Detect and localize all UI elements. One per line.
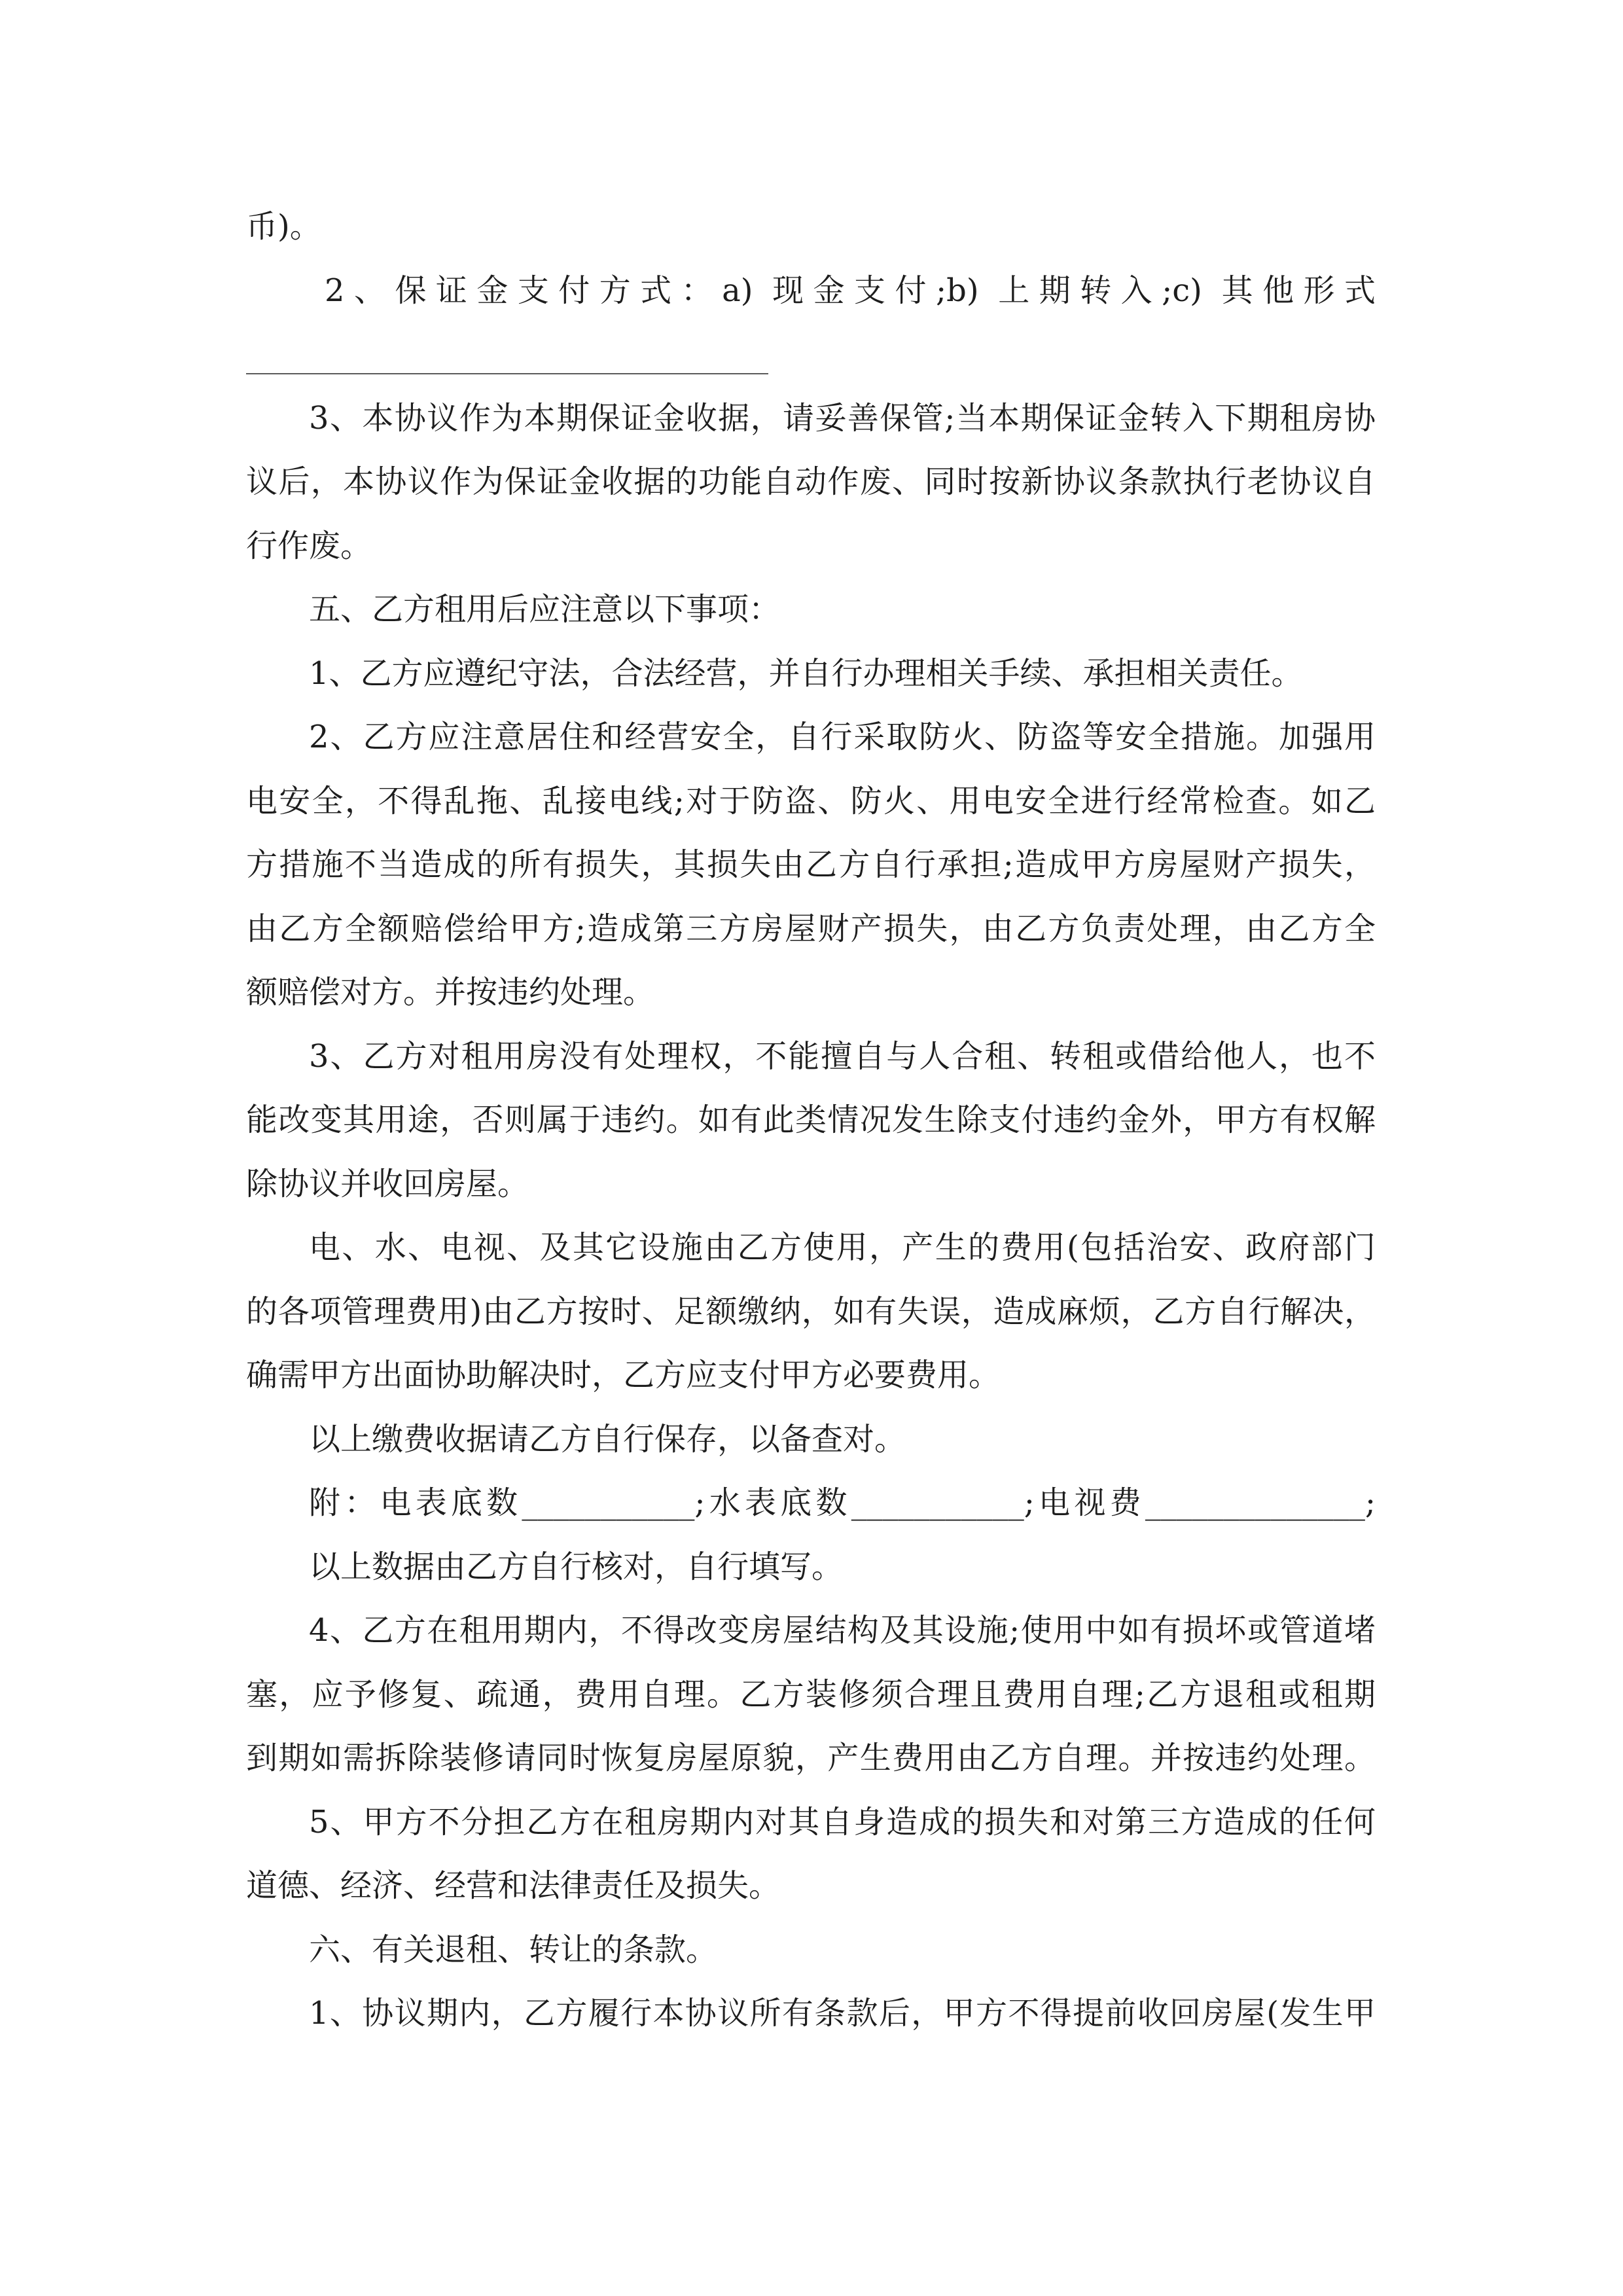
clause-house-structure [246,1599,1376,1791]
paragraph-continuation [246,195,1376,259]
deposit-payment-method [246,259,1376,323]
text-line: 确需甲方出面协助解决时，乙方应支付甲方必要费用。 [246,1357,1001,1393]
text-line: 五、乙方租用后应注意以下事项： [309,591,781,628]
text-line: 2、乙方应注意居住和经营安全，自行采取防火、防盗等安全措施。加强用 [309,719,1376,755]
text-line: 5、甲方不分担乙方在租房期内对其自身造成的损失和对第三方造成的任何 [309,1803,1376,1840]
clause-compliance [246,642,1376,706]
text-line: 1、乙方应遵纪守法，合法经营，并自行办理相关手续、承担相关责任。 [309,655,1303,692]
clause-safety [246,706,1376,1025]
clause-utilities-fees [246,1216,1376,1408]
text-line: 币)。 [246,208,321,245]
clause-agreement-term [246,1982,1376,2046]
text-line: 塞，应予修复、疏通，费用自理。乙方装修须合理且费用自理;乙方退租或租期 [246,1676,1376,1713]
fill-in-blank-line [246,373,768,374]
text-line: 电、水、电视、及其它设施由乙方使用，产生的费用(包括治安、政府部门 [309,1229,1376,1266]
text-line: 能改变其用途，否则属于违约。如有此类情况发生除支付违约金外，甲方有权解 [246,1102,1376,1138]
text-line: 六、有关退租、转让的条款。 [309,1931,718,1968]
text-line: 附：电表底数___________;水表底数___________;电视费______________; [309,1484,1376,1521]
text-line: 方措施不当造成的所有损失，其损失由乙方自行承担;造成甲方房屋财产损失， [246,846,1376,883]
text-line: 1、协议期内，乙方履行本协议所有条款后，甲方不得提前收回房屋(发生甲 [309,1995,1376,2032]
text-line: 4、乙方在租用期内，不得改变房屋结构及其设施;使用中如有损坏或管道堵 [309,1612,1376,1649]
clause-liability [246,1791,1376,1918]
text-line: 除协议并收回房屋。 [246,1165,529,1202]
text-line: 以上数据由乙方自行核对，自行填写。 [309,1548,844,1585]
section-six-heading [246,1918,1376,1982]
text-line: 行作废。 [246,527,372,564]
appendix-meter-readings [246,1471,1376,1535]
note-keep-receipts [246,1408,1376,1472]
text-line: 到期如需拆除装修请同时恢复房屋原貌，产生费用由乙方自理。并按违约处理。 [246,1740,1376,1776]
document-body [246,195,1376,2046]
text-line: 3、乙方对租用房没有处理权，不能擅自与人合租、转租或借给他人，也不 [309,1037,1376,1075]
clause-no-sublet [246,1025,1376,1217]
text-line: 的各项管理费用)由乙方按时、足额缴纳，如有失误，造成麻烦，乙方自行解决， [246,1293,1376,1330]
clause-deposit-receipt [246,387,1376,579]
note-self-verify [246,1535,1376,1600]
text-line: 2、保证金支付方式：a) 现金支付;b) 上期转入;c) 其他形式 [325,272,1376,309]
text-line: 额赔偿对方。并按违约处理。 [246,974,655,1011]
text-line: 由乙方全额赔偿给甲方;造成第三方房屋财产损失，由乙方负责处理，由乙方全 [246,910,1376,947]
text-line: 3、本协议作为本期保证金收据，请妥善保管;当本期保证金转入下期租房协 [309,399,1376,437]
deposit-other-form-blank [246,323,1376,387]
section-five-heading [246,578,1376,642]
text-line: 议后，本协议作为保证金收据的功能自动作废、同时按新协议条款执行老协议自 [246,463,1376,500]
text-line: 道德、经济、经营和法律责任及损失。 [246,1867,781,1904]
text-line: 以上缴费收据请乙方自行保存，以备查对。 [309,1420,906,1458]
text-line: 电安全，不得乱拖、乱接电线;对于防盗、防火、用电安全进行经常检查。如乙 [246,782,1376,819]
